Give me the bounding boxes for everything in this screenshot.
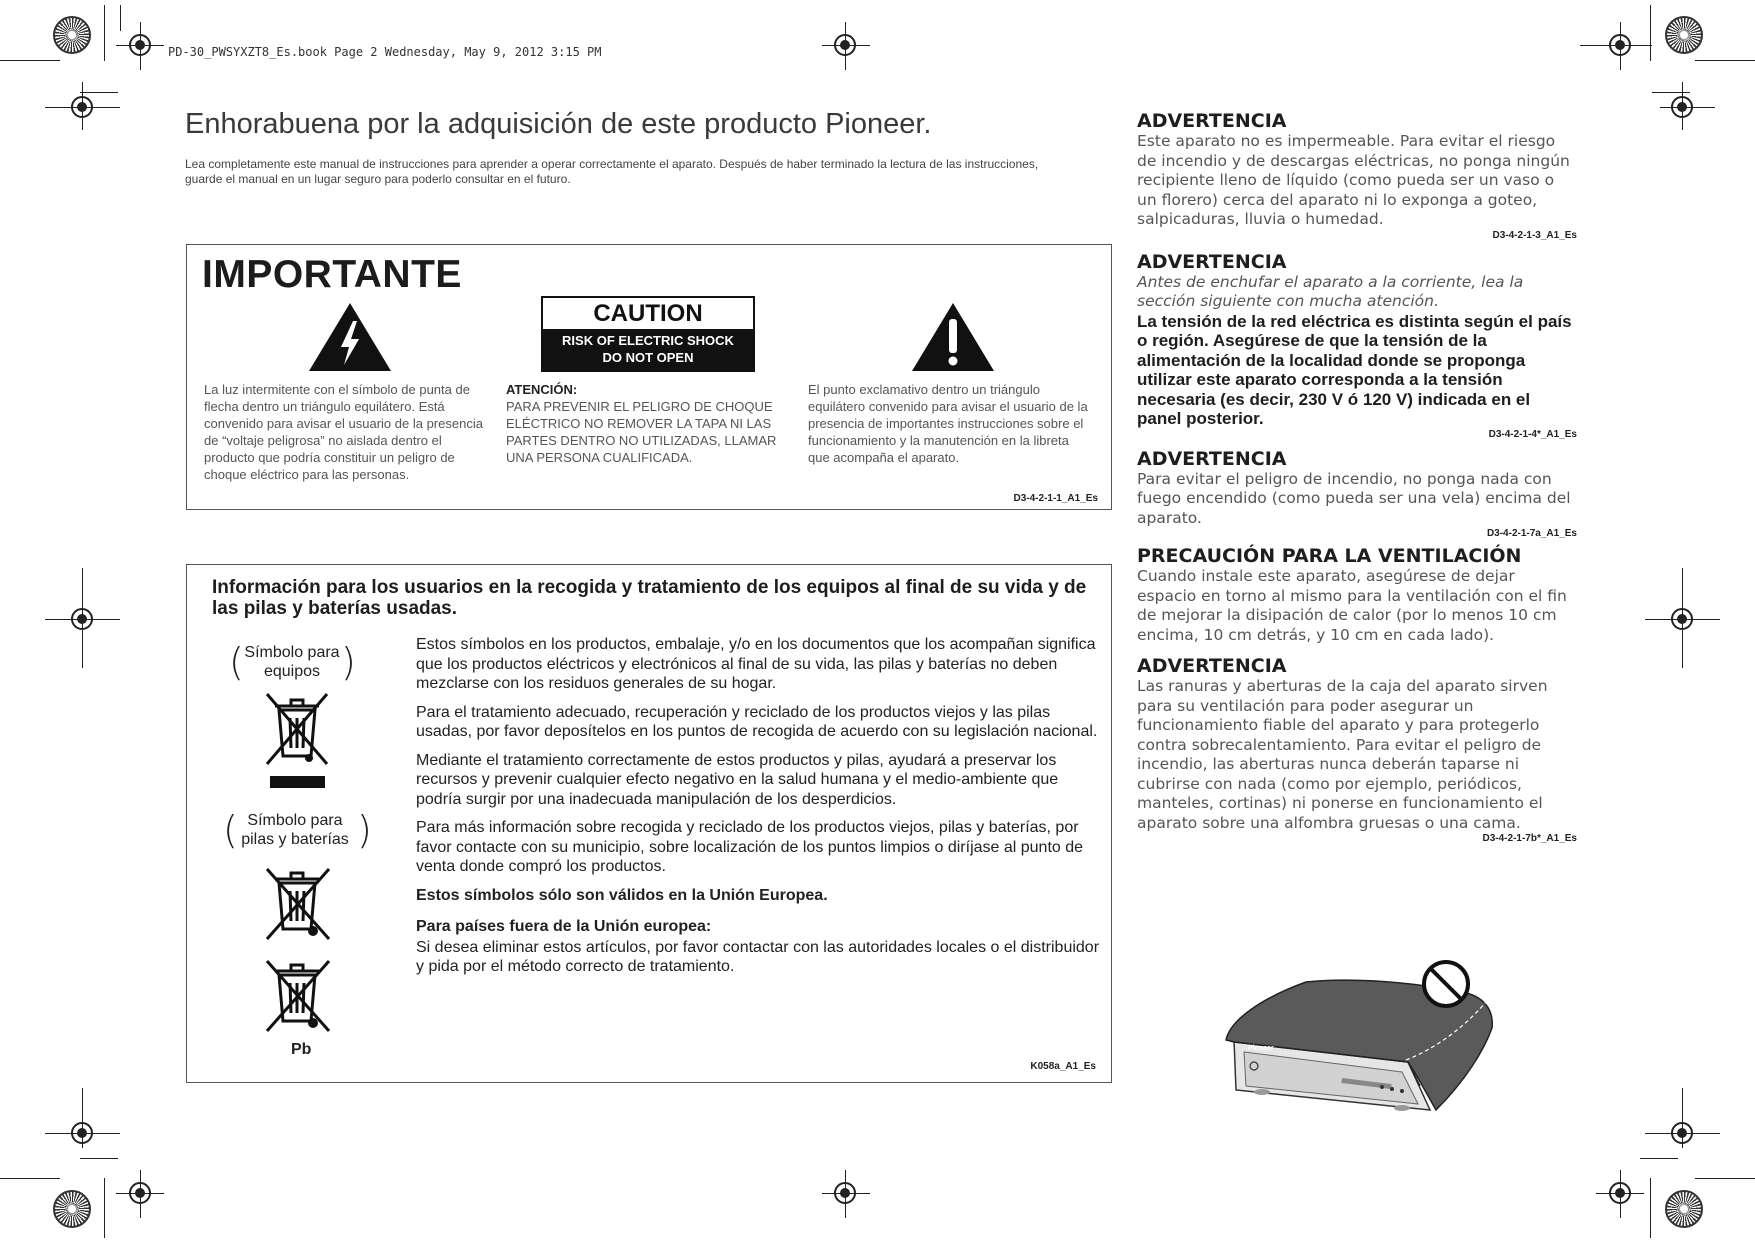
weee-eu-only: Estos símbolos sólo son válidos en la Unión Europea. bbox=[416, 886, 828, 904]
weee-paragraph-2: Para el tratamiento adecuado, recuperación y reciclado de los productos viejos y las pilas usadas, por favor deposítelos en los puntos de recogida de acuerdo con su legislación nacional. bbox=[416, 703, 1098, 740]
caution-title: CAUTION bbox=[593, 300, 703, 327]
weee-paragraph-5: Si desea eliminar estos artículos, por favor contactar con las autoridades locales o el distribuidor y pida por el método correcto de tratamiento. bbox=[416, 938, 1100, 975]
weee-paragraph-3: Mediante el tratamiento correctamente de estos productos y pilas, ayudará a preservar los recursos y prevenir cualquier efecto negativo en la salud humana y el medio-ambiente que podría surgir por una inadecuada manipulación de los desperdicios. bbox=[416, 751, 1059, 808]
warning-1-text: Este aparato no es impermeable. Para evitar el riesgo de incendio y de descargas eléctricas, no ponga ningún recipiente lleno de líquido (como pueda ser un vaso o un florero) cerca del aparato ni lo exponga a goteo, salpicaduras, lluvia o humedad. bbox=[1137, 132, 1570, 228]
crossed-bin-battery-icon bbox=[265, 867, 331, 941]
weee-code: K058a_A1_Es bbox=[1030, 1061, 1096, 1072]
important-heading: IMPORTANTE bbox=[202, 253, 462, 296]
crossed-bin-lead-icon bbox=[265, 959, 331, 1033]
page-title: Enhorabuena por la adquisición de este producto Pioneer. bbox=[185, 108, 932, 140]
warning-3-title: ADVERTENCIA bbox=[1137, 447, 1287, 470]
warning-1-code: D3-4-2-1-3_A1_Es bbox=[1492, 229, 1577, 241]
caution-subtitle-1: RISK OF ELECTRIC SHOCK bbox=[562, 333, 734, 348]
svg-text:Pioneer: Pioneer bbox=[1248, 1045, 1274, 1052]
intro-text: Lea completamente este manual de instrucciones para aprender a operar correctamente el aparato. Después de haber terminado la lectura de las instrucciones, guarde el manual en un lugar seguro para poderlo consultar en el futuro. bbox=[185, 157, 1039, 186]
symbol-pilas-label: ( Símbolo para pilas y baterías ) bbox=[223, 808, 372, 852]
exclamation-description: El punto exclamativo dentro un triángulo equilátero convenido para avisar el usuario de la presencia de importantes instrucciones sobre el funcionamiento y la manutención en la libreta que acompaña el aparato. bbox=[808, 382, 1088, 465]
warning-2-italic: Antes de enchufar el aparato a la corriente, lea la sección siguiente con mucha atención. bbox=[1137, 272, 1524, 310]
caution-subtitle-2: DO NOT OPEN bbox=[602, 350, 694, 365]
warning-4-text: Las ranuras y aberturas de la caja del aparato sirven para su ventilación para poder asegurar un funcionamiento fiable del aparato y para protegerlo contra sobrecalentamiento. Para evitar el peligro de incendio, las aberturas nunca deberán taparse ni cubrirse con nada (como por ejemplo, periódicos, manteles, cortinas) ni ponerse en funcionamiento el aparato sobre una alfombra gruesas o una cama. bbox=[1137, 677, 1548, 832]
symbol-pilas-line2: pilas y baterías bbox=[241, 831, 349, 848]
doc-code: D3-4-2-1-1_A1_Es bbox=[1013, 493, 1098, 504]
ventilation-title: PRECAUCIÓN PARA LA VENTILACIÓN bbox=[1137, 545, 1522, 567]
pb-label: Pb bbox=[291, 1041, 312, 1058]
warning-2-title: ADVERTENCIA bbox=[1137, 250, 1287, 273]
weee-box bbox=[186, 564, 1112, 1083]
important-box bbox=[186, 244, 1112, 510]
registration-disc-icon bbox=[1665, 1190, 1703, 1228]
warning-2-bold: La tensión de la red eléctrica es distinta según el país o región. Asegúrese de que la tensión de la alimentación de la localidad donde se proponga utilizar este aparato corresponda a la tensión necesaria (es decir, 230 V ó 120 V) indicada en el panel posterior. bbox=[1137, 311, 1572, 428]
warning-3-code: D3-4-2-1-7a_A1_Es bbox=[1486, 528, 1577, 539]
lightning-description: La luz intermitente con el símbolo de punta de flecha dentro un triángulo equilátero. Está convenido para avisar el usuario de la presencia de “voltaje peligrosa” no aislada dentro el producto que podría constituir un peligro de choque eléctrico para las personas. bbox=[204, 382, 483, 482]
crossed-bin-icon bbox=[265, 692, 329, 788]
symbol-equipos-label: ( Símbolo para equipos ) bbox=[229, 640, 356, 684]
ventilation-text: Cuando instale este aparato, asegúrese de dejar espacio en torno al mismo para la ventilación con el fin de mejorar la disipación de calor (por lo menos 10 cm encima, 10 cm detrás, y 10 cm en cada lado). bbox=[1137, 567, 1567, 644]
covered-device-illustration bbox=[1222, 950, 1502, 1118]
symbol-pilas-line1: Símbolo para bbox=[247, 812, 343, 829]
symbol-equipos-line1: Símbolo para bbox=[244, 644, 340, 661]
registration-disc-icon bbox=[53, 16, 91, 54]
registration-disc-icon bbox=[1665, 16, 1703, 54]
weee-non-eu-heading: Para países fuera de la Unión europea: bbox=[416, 917, 712, 935]
warning-4-code: D3-4-2-1-7b*_A1_Es bbox=[1482, 833, 1577, 844]
print-header-line: PD-30_PWSYXZT8_Es.book Page 2 Wednesday, May 9, 2012 3:15 PM bbox=[168, 45, 602, 59]
attention-text: PARA PREVENIR EL PELIGRO DE CHOQUE ELÉCTRICO NO REMOVER LA TAPA NI LAS PARTES DENTRO NO UTILIZADAS, LLAMAR UNA PERSONA CUALIFICADA. bbox=[506, 399, 777, 465]
attention-heading: ATENCIÓN: bbox=[506, 382, 578, 397]
lightning-warning-icon bbox=[307, 301, 393, 373]
exclamation-warning-icon bbox=[910, 301, 996, 373]
weee-title: Información para los usuarios en la recogida y tratamiento de los equipos al final de su vida y de las pilas y baterías usadas. bbox=[212, 577, 1087, 619]
prohibited-icon bbox=[1424, 962, 1468, 1006]
weee-paragraph-1: Estos símbolos en los productos, embalaje, y/o en los documentos que los acompañan significa que los productos eléctricos y electrónicos al final de su vida, las pilas y baterías no deben mezclarse con los residuos generales de su hogar. bbox=[416, 636, 1096, 692]
warning-1-title: ADVERTENCIA bbox=[1137, 110, 1287, 132]
warning-3-text: Para evitar el peligro de incendio, no ponga nada con fuego encendido (como pueda ser una vela) encima del aparato. bbox=[1137, 469, 1571, 527]
weee-paragraph-4: Para más información sobre recogida y reciclado de los productos viejos, pilas y baterías, por favor contacte con su municipio, sobre localización de los puntos limpios o diríjase al punto de venta donde compró los productos. bbox=[416, 819, 1084, 875]
registration-disc-icon bbox=[53, 1190, 91, 1228]
warning-4-title: ADVERTENCIA bbox=[1137, 655, 1287, 677]
warning-2-code: D3-4-2-1-4*_A1_Es bbox=[1488, 428, 1577, 440]
warnings-column bbox=[1137, 110, 1577, 844]
symbol-equipos-line2: equipos bbox=[263, 663, 321, 680]
caution-label bbox=[541, 296, 755, 372]
